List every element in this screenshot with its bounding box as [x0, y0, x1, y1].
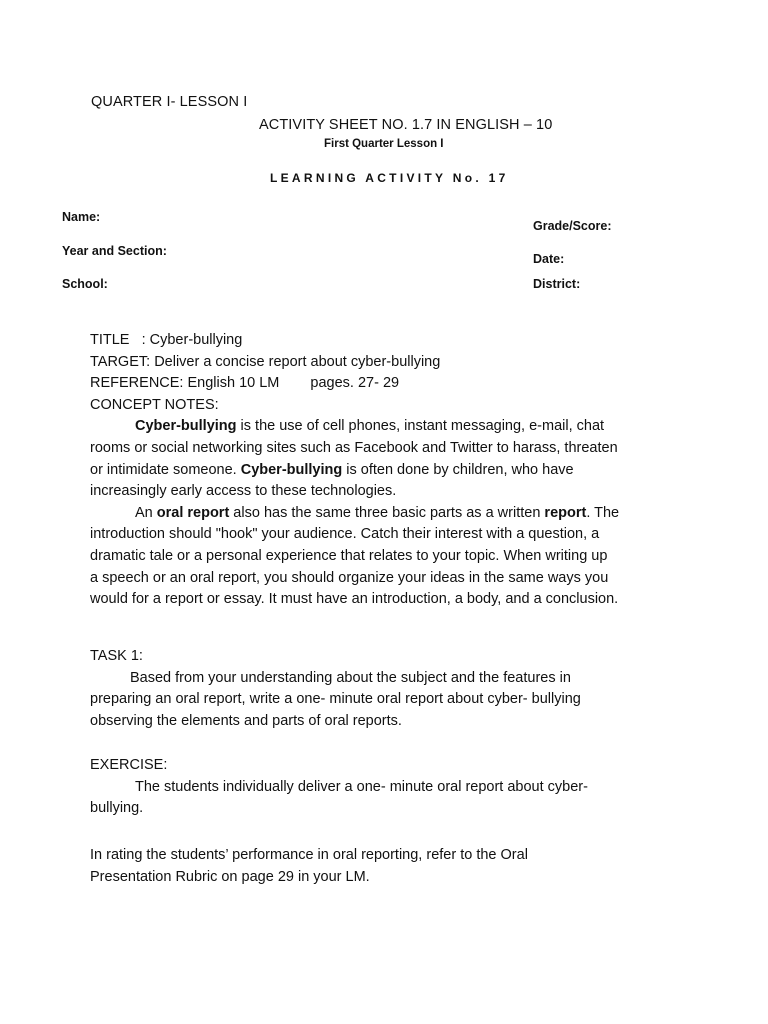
- concept-p2-line3: dramatic tale or a personal experience that relates to your topic. When writing up: [90, 547, 608, 564]
- title-label: TITLE: [90, 332, 130, 348]
- name-label: Name:: [62, 210, 101, 224]
- title-line: [90, 330, 690, 352]
- concept-p1-line3-rest: is often done by children, who have: [342, 461, 574, 478]
- task1-line3: observing the elements and parts of oral reports.: [90, 712, 402, 729]
- concept-p2-line2: introduction should "hook" your audience. Catch their interest with a question, a: [90, 526, 600, 543]
- exercise-section: [90, 755, 690, 820]
- concept-p1-line1: [90, 416, 690, 438]
- concept-p1-line4: increasingly early access to these technologies.: [90, 483, 397, 500]
- task1-line2: preparing an oral report, write a one- minute oral report about cyber- bullying: [90, 691, 581, 708]
- concept-p2-line5: would for a report or essay. It must have an introduction, a body, and a conclusion.: [90, 591, 619, 608]
- task1-line1: Based from your understanding about the subject and the features in: [130, 669, 571, 686]
- concept-p2-line1: [90, 503, 690, 525]
- concept-notes-label: CONCEPT NOTES:: [90, 396, 219, 413]
- concept-p1-line1-text: is the use of cell phones, instant messaging, e-mail, chat: [236, 418, 605, 435]
- lesson-info: [90, 330, 690, 611]
- activity-sheet-title: ACTIVITY SHEET NO. 1.7 IN ENGLISH – 10: [259, 117, 553, 133]
- concept-p2-mid: also has the same three basic parts as a written: [229, 504, 545, 521]
- concept-p2-line4: a speech or an oral report, you should organize your ideas in the same ways you: [90, 569, 609, 586]
- keyword-report: report: [544, 504, 587, 521]
- date-label: Date:: [533, 252, 565, 266]
- title-value: : Cyber-bullying: [141, 332, 243, 348]
- keyword-cyber-bullying: Cyber-bullying: [240, 461, 343, 478]
- concept-p2-pre: An: [135, 504, 157, 521]
- concept-p1-line2: rooms or social networking sites such as Facebook and Twitter to harass, threaten: [90, 439, 618, 456]
- target-value: Deliver a concise report about cyber-bullying: [154, 353, 441, 370]
- keyword-oral-report: oral report: [156, 504, 230, 521]
- school-label: School:: [62, 277, 108, 291]
- year-section-label: Year and Section:: [62, 244, 167, 258]
- reference-book: English 10 LM: [187, 375, 280, 392]
- reference-label: REFERENCE:: [90, 375, 184, 392]
- target-label: TARGET:: [90, 353, 151, 370]
- exercise-label: EXERCISE:: [90, 757, 168, 773]
- reference-line: [90, 373, 690, 395]
- first-quarter-subtitle: First Quarter Lesson I: [324, 138, 444, 150]
- target-line: [90, 352, 690, 374]
- concept-p1-line3-pre: or intimidate someone.: [90, 461, 241, 478]
- concept-p2-end: . The: [586, 504, 620, 521]
- task1-label: TASK 1:: [90, 648, 143, 664]
- rating-line1: In rating the students’ performance in oral reporting, refer to the Oral: [90, 847, 528, 863]
- exercise-line1: The students individually deliver a one- minute oral report about cyber-: [135, 778, 588, 795]
- grade-score-label: Grade/Score:: [533, 219, 612, 233]
- reference-pages: pages. 27- 29: [310, 375, 400, 392]
- rating-line2: Presentation Rubric on page 29 in your LM.: [90, 868, 370, 885]
- learning-activity-heading: LEARNING ACTIVITY No. 17: [270, 171, 509, 185]
- quarter-lesson-heading: QUARTER I- LESSON I: [91, 94, 248, 110]
- concept-p1-line3: [90, 460, 690, 482]
- rating-section: [90, 845, 690, 888]
- keyword-cyber-bullying: Cyber-bullying: [135, 418, 237, 435]
- task1-section: [90, 646, 690, 732]
- exercise-line2: bullying.: [90, 800, 144, 817]
- district-label: District:: [533, 277, 581, 291]
